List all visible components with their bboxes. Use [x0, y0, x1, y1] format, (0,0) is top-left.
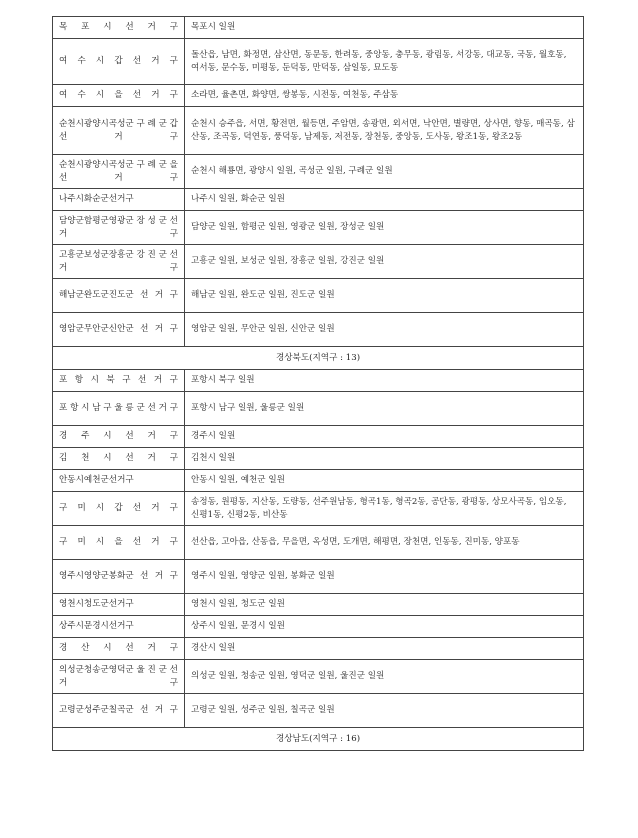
table-row [53, 694, 584, 728]
district-area: 영암군 일원, 무안군 일원, 신안군 일원 [185, 313, 584, 347]
district-name: 영암군무안군신안군 선 거 구 [59, 324, 178, 335]
district-name: 나주시화순군선거구 [59, 194, 134, 205]
table-row [53, 594, 584, 616]
district-area: 영천시 일원, 청도군 일원 [185, 594, 584, 616]
table-row [53, 448, 584, 470]
table-row [53, 245, 584, 279]
district-area: 포항시 남구 일원, 울릉군 일원 [185, 392, 584, 426]
district-name-cell [53, 107, 185, 155]
district-area: 의성군 일원, 청송군 일원, 영덕군 일원, 울진군 일원 [185, 660, 584, 694]
district-table [52, 16, 584, 751]
district-area: 고령군 일원, 성주군 일원, 칠곡군 일원 [185, 694, 584, 728]
district-name: 경 주 시 선 거 구 [59, 431, 178, 442]
district-name: 포 항 시 남 구 울 릉 군 선 거 구 [59, 403, 178, 414]
district-name-cell [53, 492, 185, 526]
section-label: 경상북도(지역구 : 13) [53, 347, 584, 370]
district-area: 송정동, 원평동, 지산동, 도량동, 선주원남동, 형곡1동, 형곡2동, 공단동, 광평동, 상모사곡동, 임오동, 신평1동, 신평2동, 비산동 [185, 492, 584, 526]
district-name: 영천시청도군선거구 [59, 599, 134, 610]
district-name: 의성군청송군영덕군 울 진 군 선 거 구 [59, 665, 178, 688]
district-name-cell [53, 155, 185, 189]
district-area: 소라면, 율촌면, 화양면, 쌍봉동, 시전동, 여천동, 주삼동 [185, 85, 584, 107]
table-row [53, 39, 584, 85]
table-row [53, 426, 584, 448]
district-name: 영주시영양군봉화군 선 거 구 [59, 571, 178, 582]
district-area: 경주시 일원 [185, 426, 584, 448]
district-name: 고령군성주군칠곡군 선 거 구 [59, 705, 178, 716]
district-area: 순천시 해룡면, 광양시 일원, 곡성군 일원, 구례군 일원 [185, 155, 584, 189]
table-row [53, 638, 584, 660]
district-name-cell [53, 470, 185, 492]
district-area: 포항시 북구 일원 [185, 370, 584, 392]
district-name: 구 미 시 을 선 거 구 [59, 537, 178, 548]
table-row [53, 313, 584, 347]
district-name-cell [53, 426, 185, 448]
district-area: 선산읍, 고아읍, 산동읍, 무을면, 옥성면, 도개면, 해평면, 장천면, 인동동, 진미동, 양포동 [185, 526, 584, 560]
table-row [53, 492, 584, 526]
district-area: 안동시 일원, 예천군 일원 [185, 470, 584, 492]
district-name-cell [53, 594, 185, 616]
table-row [53, 17, 584, 39]
district-area: 영주시 일원, 영양군 일원, 봉화군 일원 [185, 560, 584, 594]
district-name-cell [53, 370, 185, 392]
table-row [53, 211, 584, 245]
table-row [53, 526, 584, 560]
district-area: 돌산읍, 남면, 화정면, 삼산면, 동문동, 한려동, 중앙동, 충무동, 광림동, 서강동, 대교동, 국동, 월호동, 여서동, 문수동, 미평동, 둔덕동, 만덕동, 삼일동, 묘도동 [185, 39, 584, 85]
district-area: 고흥군 일원, 보성군 일원, 장흥군 일원, 강진군 일원 [185, 245, 584, 279]
district-name-cell [53, 189, 185, 211]
section-header-row [53, 347, 584, 370]
district-name-cell [53, 616, 185, 638]
table-row [53, 107, 584, 155]
district-name: 담양군함평군영광군 장 성 군 선 거 구 [59, 216, 178, 239]
district-name: 상주시문경시선거구 [59, 621, 134, 632]
section-label: 경상남도(지역구 : 16) [53, 728, 584, 751]
district-area: 순천시 승주읍, 서면, 황전면, 월등면, 주암면, 송광면, 외서면, 낙안면, 별량면, 상사면, 향동, 매곡동, 삼산동, 조곡동, 덕연동, 풍덕동, 남제동, 저전동, 장천동, 중앙동, 도사동, 왕조1동, 왕조2동 [185, 107, 584, 155]
district-name: 포 항 시 북 구 선 거 구 [59, 375, 178, 386]
district-name: 김 천 시 선 거 구 [59, 453, 178, 464]
district-name-cell [53, 560, 185, 594]
district-name: 여 수 시 갑 선 거 구 [59, 56, 178, 67]
district-name-cell [53, 17, 185, 39]
table-row [53, 370, 584, 392]
district-name-cell [53, 313, 185, 347]
district-name-cell [53, 448, 185, 470]
district-name-cell [53, 211, 185, 245]
district-name: 순천시광양시곡성군 구 례 군 을 선 거 구 [59, 160, 178, 183]
district-name: 순천시광양시곡성군 구 례 군 갑 선 거 구 [59, 119, 178, 142]
district-area: 담양군 일원, 함평군 일원, 영광군 일원, 장성군 일원 [185, 211, 584, 245]
district-name-cell [53, 526, 185, 560]
district-name-cell [53, 245, 185, 279]
district-name-cell [53, 638, 185, 660]
district-name-cell [53, 694, 185, 728]
district-name-cell [53, 39, 185, 85]
table-row [53, 155, 584, 189]
district-name: 여 수 시 을 선 거 구 [59, 90, 178, 101]
table-row [53, 85, 584, 107]
district-name-cell [53, 279, 185, 313]
table-row [53, 189, 584, 211]
district-name-cell [53, 660, 185, 694]
district-name: 고흥군보성군장흥군 강 진 군 선 거 구 [59, 250, 178, 273]
table-row [53, 616, 584, 638]
district-name: 목 포 시 선 거 구 [59, 22, 178, 33]
district-area: 해남군 일원, 완도군 일원, 진도군 일원 [185, 279, 584, 313]
district-area: 나주시 일원, 화순군 일원 [185, 189, 584, 211]
section-header-row [53, 728, 584, 751]
district-table-body [53, 17, 584, 751]
district-area: 경산시 일원 [185, 638, 584, 660]
table-row [53, 470, 584, 492]
district-name: 구 미 시 갑 선 거 구 [59, 503, 178, 514]
district-name: 해남군완도군진도군 선 거 구 [59, 290, 178, 301]
district-area: 김천시 일원 [185, 448, 584, 470]
district-area: 목포시 일원 [185, 17, 584, 39]
district-name: 경 산 시 선 거 구 [59, 643, 178, 654]
table-row [53, 279, 584, 313]
district-name: 안동시예천군선거구 [59, 475, 134, 486]
table-row [53, 660, 584, 694]
table-row [53, 560, 584, 594]
district-name-cell [53, 85, 185, 107]
table-row [53, 392, 584, 426]
district-area: 상주시 일원, 문경시 일원 [185, 616, 584, 638]
district-name-cell [53, 392, 185, 426]
